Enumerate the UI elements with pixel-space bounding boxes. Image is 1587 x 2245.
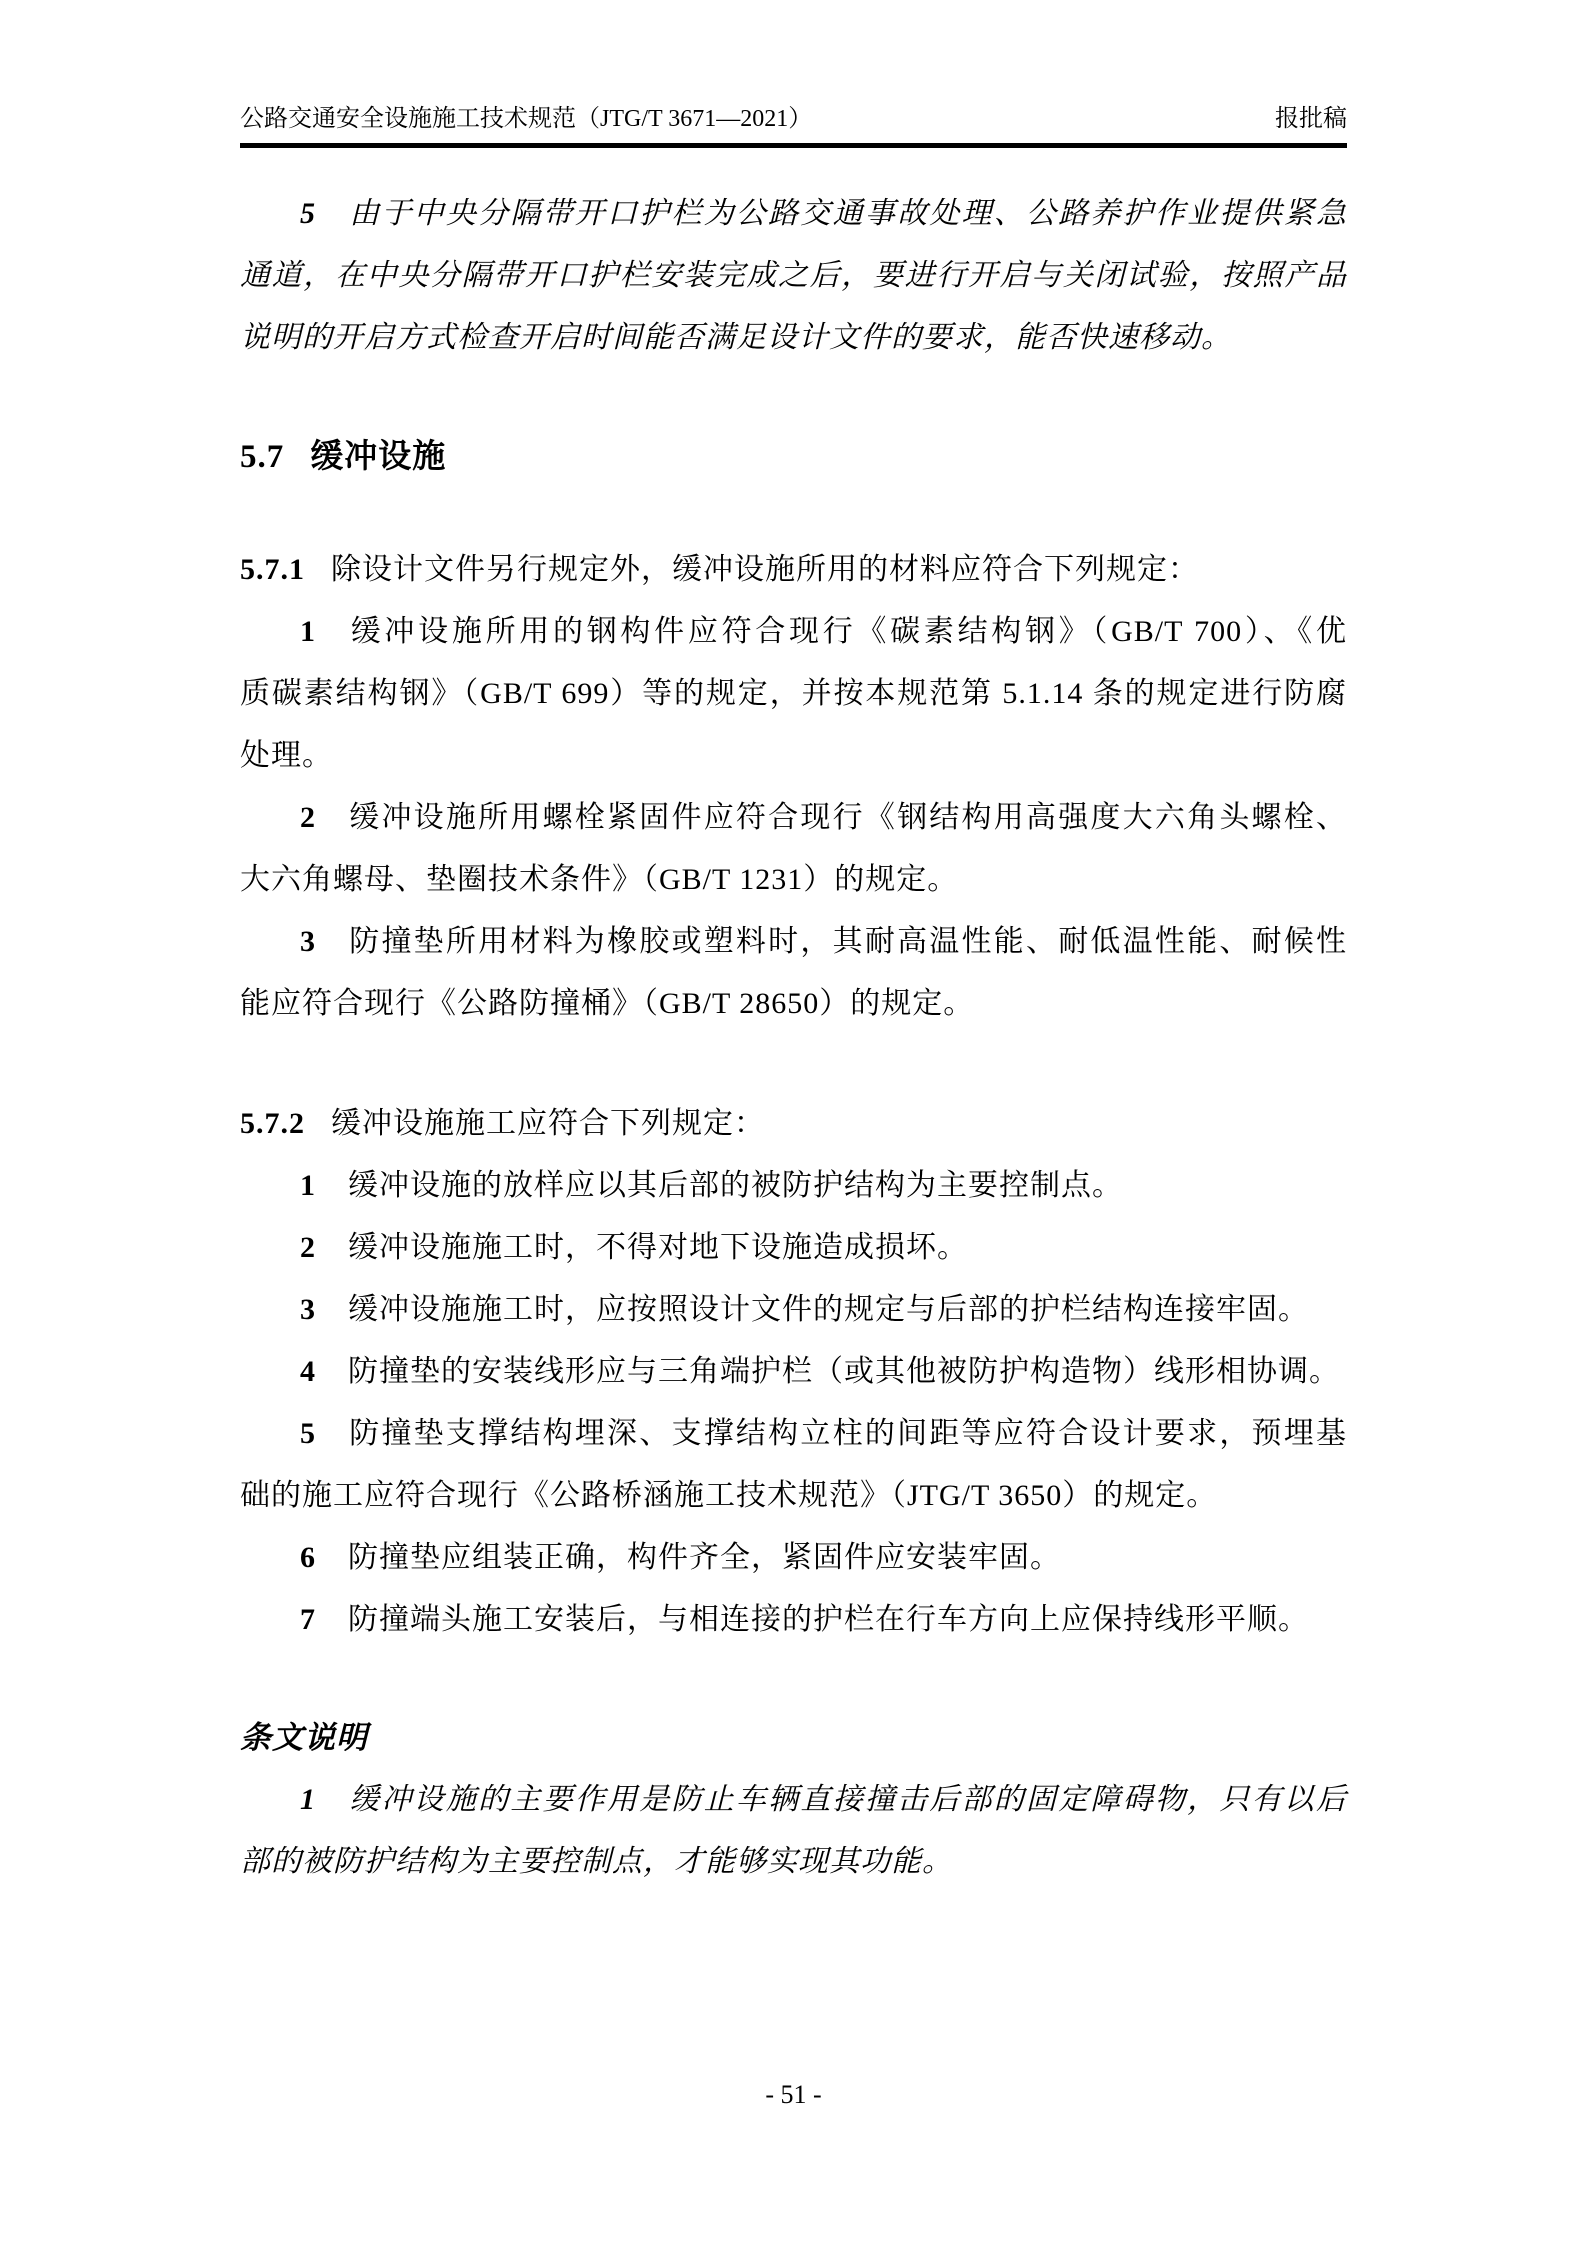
list-item-line (240, 911, 1347, 973)
text-run: 缓冲设施的主要作用是防止车辆直接撞击后部的固定障碍物，只有以后 (348, 1783, 1347, 1816)
text-run: 缓冲设施施工应符合下列规定： (331, 1107, 765, 1140)
page-header (240, 102, 1347, 148)
text-run: 缓冲设施的放样应以其后部的被防护结构为主要控制点。 (348, 1169, 1123, 1202)
list-item-line (240, 601, 1347, 663)
list-item-line (240, 1341, 1347, 1403)
section-number: 5.7 (240, 439, 285, 475)
section-title: 缓冲设施 (310, 437, 447, 474)
section-heading (240, 425, 1347, 487)
text-run: 防撞垫支撑结构埋深、支撑结构立柱的间距等应符合设计要求，预埋基 (348, 1417, 1347, 1450)
notes-paragraph-line: 部的被防护结构为主要控制点，才能够实现其功能。 (240, 1845, 953, 1878)
text-run: 缓冲设施施工时，不得对地下设施造成损坏。 (348, 1231, 968, 1264)
item-number: 5 (300, 1417, 316, 1450)
item-number: 2 (300, 1231, 316, 1264)
item-number: 1 (300, 615, 316, 648)
clause-number: 5.7.2 (240, 1107, 305, 1140)
item-number: 1 (300, 1169, 316, 1202)
notes-paragraph-line (240, 1769, 1347, 1831)
text-run: 防撞垫的安装线形应与三角端护栏（或其他被防护构造物）线形相协调。 (348, 1355, 1340, 1388)
list-item-line: 质碳素结构钢》（GB/T 699）等的规定，并按本规范第 5.1.14 条的规定进行防腐 (240, 677, 1347, 710)
list-item-line (240, 1279, 1347, 1341)
page-number: - 51 - (765, 2080, 822, 2109)
text-run: 防撞端头施工安装后，与相连接的护栏在行车方向上应保持线形平顺。 (348, 1603, 1309, 1636)
list-item-line (240, 1589, 1347, 1651)
list-item-line: 大六角螺母、垫圈技术条件》（GB/T 1231）的规定。 (240, 863, 959, 896)
list-item-line: 能应符合现行《公路防撞桶》（GB/T 28650）的规定。 (240, 987, 975, 1020)
note-paragraph-line: 说明的开启方式检查开启时间能否满足设计文件的要求，能否快速移动。 (240, 321, 1232, 354)
item-number: 2 (300, 801, 316, 834)
page-content (240, 183, 1347, 1893)
list-item-line: 础的施工应符合现行《公路桥涵施工技术规范》（JTG/T 3650）的规定。 (240, 1479, 1218, 1512)
text-run: 缓冲设施施工时，应按照设计文件的规定与后部的护栏结构连接牢固。 (348, 1293, 1309, 1326)
list-item-line (240, 787, 1347, 849)
list-item-line (240, 1155, 1347, 1217)
list-item-line: 处理。 (240, 739, 333, 772)
clause-heading (240, 539, 1347, 601)
item-number: 6 (300, 1541, 316, 1574)
text-run: 防撞垫所用材料为橡胶或塑料时，其耐高温性能、耐低温性能、耐候性 (348, 925, 1347, 958)
text-run: 缓冲设施所用的钢构件应符合现行《碳素结构钢》（GB/T 700）、《优 (348, 615, 1347, 648)
note-paragraph-line: 通道，在中央分隔带开口护栏安装完成之后，要进行开启与关闭试验，按照产品 (240, 259, 1347, 292)
list-item-line (240, 1527, 1347, 1589)
text-run: 防撞垫应组装正确，构件齐全，紧固件应安装牢固。 (348, 1541, 1061, 1574)
list-item-line (240, 1217, 1347, 1279)
item-number: 3 (300, 925, 316, 958)
text-run: 除设计文件另行规定外，缓冲设施所用的材料应符合下列规定： (331, 553, 1199, 586)
item-number: 7 (300, 1603, 316, 1636)
list-item-line (240, 1403, 1347, 1465)
item-number: 1 (300, 1783, 316, 1816)
clause-heading (240, 1093, 1347, 1155)
text-run: 缓冲设施所用螺栓紧固件应符合现行《钢结构用高强度大六角头螺栓、 (348, 801, 1347, 834)
header-stamp: 报批稿 (1275, 106, 1347, 132)
notes-heading: 条文说明 (240, 1720, 368, 1755)
clause-number: 5.7.1 (240, 553, 305, 586)
item-number: 3 (300, 1293, 316, 1326)
item-number: 4 (300, 1355, 316, 1388)
note-paragraph-line (240, 183, 1347, 245)
header-title: 公路交通安全设施施工技术规范（JTG/T 3671—2021） (240, 106, 813, 132)
text-run: 由于中央分隔带开口护栏为公路交通事故处理、公路养护作业提供紧急 (348, 197, 1347, 230)
item-number: 5 (300, 197, 316, 230)
